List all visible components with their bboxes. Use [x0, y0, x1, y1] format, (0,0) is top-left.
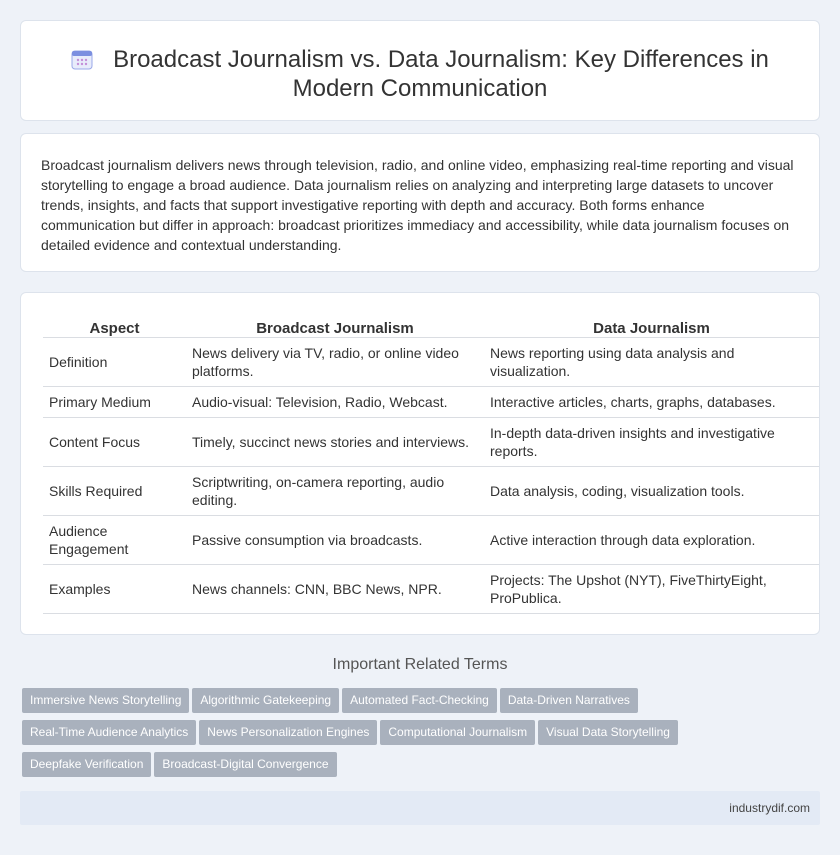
cell-aspect: Definition — [43, 337, 186, 386]
cell-broadcast: News channels: CNN, BBC News, NPR. — [186, 564, 484, 613]
cell-aspect: Examples — [43, 564, 186, 613]
page-title: Broadcast Journalism vs. Data Journalism: Key Differences in Modern Communication — [113, 46, 769, 102]
header-broadcast: Broadcast Journalism — [186, 317, 484, 337]
cell-aspect: Skills Required — [43, 466, 186, 515]
table-row — [43, 386, 819, 417]
related-term-tag[interactable]: Computational Journalism — [380, 720, 535, 745]
header-aspect: Aspect — [43, 317, 186, 337]
table-row — [43, 564, 819, 613]
cell-data: News reporting using data analysis and visualization. — [484, 337, 819, 386]
calendar-icon — [71, 48, 93, 70]
cell-broadcast: Passive consumption via broadcasts. — [186, 515, 484, 564]
table-header-row — [43, 317, 819, 337]
related-terms-title: Important Related Terms — [332, 656, 508, 673]
cell-broadcast: Scriptwriting, on-camera reporting, audio editing. — [186, 466, 484, 515]
header-data: Data Journalism — [484, 317, 819, 337]
cell-data: Interactive articles, charts, graphs, databases. — [484, 386, 819, 417]
cell-broadcast: Audio-visual: Television, Radio, Webcast. — [186, 386, 484, 417]
table-row — [43, 417, 819, 466]
cell-data: Projects: The Upshot (NYT), FiveThirtyEight, ProPublica. — [484, 564, 819, 613]
related-terms-list — [22, 688, 812, 784]
table-row — [43, 466, 819, 515]
related-term-tag[interactable]: Algorithmic Gatekeeping — [192, 688, 339, 713]
cell-broadcast: News delivery via TV, radio, or online video platforms. — [186, 337, 484, 386]
cell-data: In-depth data-driven insights and investigative reports. — [484, 417, 819, 466]
related-term-tag[interactable]: Visual Data Storytelling — [538, 720, 678, 745]
cell-aspect: Content Focus — [43, 417, 186, 466]
related-term-tag[interactable]: News Personalization Engines — [199, 720, 377, 745]
intro-card — [20, 133, 820, 272]
table-row — [43, 337, 819, 386]
related-term-tag[interactable]: Data-Driven Narratives — [500, 688, 638, 713]
cell-aspect: Audience Engagement — [43, 515, 186, 564]
cell-data: Data analysis, coding, visualization tools. — [484, 466, 819, 515]
related-term-tag[interactable]: Automated Fact-Checking — [342, 688, 497, 713]
related-term-tag[interactable]: Broadcast-Digital Convergence — [154, 752, 336, 777]
related-term-tag[interactable]: Real-Time Audience Analytics — [22, 720, 196, 745]
title-card — [20, 20, 820, 121]
comparison-card — [20, 292, 820, 635]
cell-broadcast: Timely, succinct news stories and interviews. — [186, 417, 484, 466]
table-row — [43, 515, 819, 564]
footer — [20, 791, 820, 825]
cell-data: Active interaction through data exploration. — [484, 515, 819, 564]
comparison-table — [43, 317, 819, 614]
intro-paragraph: Broadcast journalism delivers news through television, radio, and online video, emphasizing real-time reporting and visual storytelling to engage a broad audience. Data journalism relies on analyzing and interpreting large datasets to uncover trends, insights, and facts that support investigative reporting with depth and accuracy. Both forms enhance communication but differ in approach: broadcast prioritizes immediacy and accessibility, while data journalism focuses on detailed evidence and contextual understanding. — [41, 157, 794, 253]
cell-aspect: Primary Medium — [43, 386, 186, 417]
footer-site: industrydif.com — [729, 801, 810, 815]
related-term-tag[interactable]: Immersive News Storytelling — [22, 688, 189, 713]
related-term-tag[interactable]: Deepfake Verification — [22, 752, 151, 777]
page-title-wrap — [21, 45, 819, 103]
